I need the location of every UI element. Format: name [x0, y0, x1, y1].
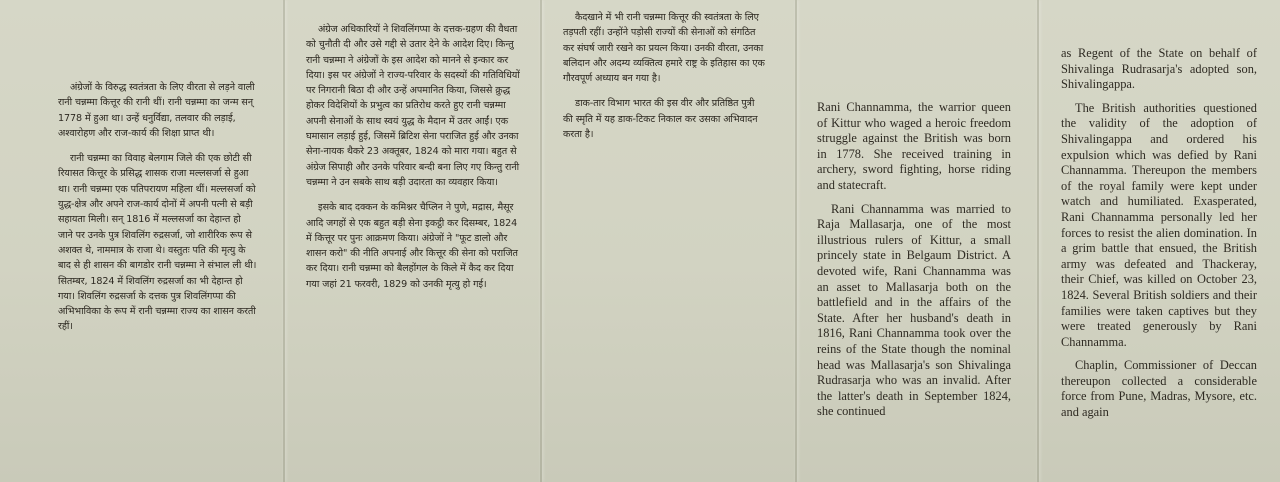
english-column-1: [817, 100, 1011, 428]
hindi-column-3: [563, 10, 765, 152]
hindi-paragraph: इसके बाद दक्कन के कमिश्नर चैप्लिन ने पुणे, मद्रास, मैसूर आदि जगहों से एक बहुत बड़ी सेना इकट्ठी कर दिसम्बर, 1824 में कित्तूर पर पुनः आक्रमण किया। अंग्रेजों ने "फूट डालो और शासन करो" की नीति अपनाई और कित्तूर की सेना को पराजित कर दिया। रानी चन्नम्मा को बैलहोंगल के किले में कैद कर दिया गया जहां 21 फरवरी, 1829 को उनकी मृत्यु हो गई।: [306, 202, 518, 290]
english-paragraph: Rani Channamma was married to Raja Mallasarja, one of the most illustrious rulers of Kittur, a small princely state in Belgaum District. A devoted wife, Rani Channamma was an asset to Mallasarja both on the battlefield and in the affairs of the State. After her husband's death in 1816, Rani Channamma took over the reins of the State though the nominal head was Mallasarja's son Shivalinga Rudrasarja who was an invalid. After the latter's death in September 1824, she continued: [817, 201, 1011, 419]
english-column-2: [1061, 46, 1257, 429]
english-paragraph: The British authorities questioned the validity of the adoption of Shivalingappa and ordered his expulsion which was defied by Rani Channamma. Thereupon the members of the royal family were kept under watch and humiliated. Exasperated, Rani Channamma personally led her forces to resist the alien domination. In a grim battle that ensued, the British army was defeated and Thackeray, their Chief, was killed on October 23, 1824. Several British soldiers and their families were taken captives but they were treated generously by Rani Channamma.: [1061, 100, 1257, 349]
english-paragraph: Chaplin, Commissioner of Deccan thereupon collected a considerable force from Pune, Madras, Mysore, etc. and again: [1061, 358, 1257, 420]
hindi-paragraph: डाक-तार विभाग भारत की इस वीर और प्रतिष्ठित पुत्री की स्मृति में यह डाक-टिकट निकाल कर उसका अभिवादन करता है।: [563, 98, 758, 141]
hindi-paragraph: अंग्रेजों के विरुद्ध स्वतंत्रता के लिए वीरता से लड़ने वाली रानी चन्नम्मा कित्तूर की रानी थीं। रानी चन्नम्मा का जन्म सन् 1778 में हुआ था। उन्हें धनुर्विद्या, तलवार की लड़ाई, अश्वारोहण और राज-कार्य की शिक्षा प्राप्त थी।: [58, 82, 255, 139]
fold-line-1: [283, 0, 285, 482]
hindi-column-1: [58, 80, 258, 345]
english-paragraph: Rani Channamma, the warrior queen of Kittur who waged a heroic freedom struggle against the British was born in 1778. She received training in archery, sword fighting, horse riding and statecraft.: [817, 100, 1011, 192]
hindi-paragraph: अंग्रेज अधिकारियों ने शिवलिंगप्पा के दत्तक-ग्रहण की वैधता को चुनौती दी और उसे गद्दी से उतार देने के आदेश दिए। किन्तु रानी चन्नम्मा ने अंग्रेजों के इस आदेश को मानने से इन्कार कर दिया। इस पर अंग्रेजों ने राज्य-परिवार के सदस्यों की गतिविधियों पर निगरानी बिठा दी और उन्हें अपमानित किया, जिससे क्रुद्ध होकर विदेशियों के प्रभुत्व का प्रतिरोध करते हुए रानी चन्नम्मा अपनी सेनाओं के साथ स्वयं युद्ध के मैदान में उतर आईं। एक घमासान लड़ाई हुई, जिसमें ब्रिटिश सेना पराजित हुई और उनका सेना-नायक थैकरे 23 अक्तूबर, 1824 को मारा गया। बहुत से अंग्रेज सिपाही और उनके परिवार बन्दी बना लिए गए किन्तु रानी चन्नम्मा ने उन सबके साथ बड़ी उदारता का व्यवहार किया।: [306, 24, 520, 188]
hindi-column-2: [306, 22, 520, 302]
fold-line-3: [795, 0, 797, 482]
fold-line-2: [540, 0, 542, 482]
hindi-paragraph: कैदखाने में भी रानी चन्नम्मा कित्तूर की स्वतंत्रता के लिए तड़पती रहीं। उन्होंने पड़ोसी राज्यों की सेनाओं को संगठित कर संघर्ष जारी रखने का प्रयत्न किया। उनकी वीरता, उनका बलिदान और अदम्य व्यक्तित्व हमारे राष्ट्र के इतिहास का एक गौरवपूर्ण अध्याय बन गया है।: [563, 12, 765, 85]
fold-line-4: [1037, 0, 1039, 482]
hindi-paragraph: रानी चन्नम्मा का विवाह बेलगाम जिले की एक छोटी सी रियासत कित्तूर के प्रसिद्ध शासक राजा मल्लसर्जा से हुआ था। रानी चन्नम्मा एक पतिपरायण महिला थीं। मल्लसर्जा को युद्ध-क्षेत्र और अपने राज-कार्य दोनों में अपनी पत्नी से बड़ी सहायता मिली। सन् 1816 में मल्लसर्जा का देहान्त हो जाने पर उनके पुत्र शिवलिंग रुद्रसर्जा, जो शारीरिक रूप से अशक्त थे, नाममात्र के राजा थे। वस्तुतः पति की मृत्यु के बाद से ही शासन की बागडोर रानी चन्नम्मा ने संभाल ली थी। सितम्बर, 1824 में शिवलिंग रुद्रसर्जा का भी देहान्त हो गया। शिवलिंग रुद्रसर्जा के दत्तक पुत्र शिवलिंगप्पा की अभिभाविका के रूप में रानी चन्नम्मा राज्य का शासन करती रहीं।: [58, 153, 257, 333]
english-paragraph: as Regent of the State on behalf of Shivalinga Rudrasarja's adopted son, Shivalingappa.: [1061, 46, 1257, 92]
